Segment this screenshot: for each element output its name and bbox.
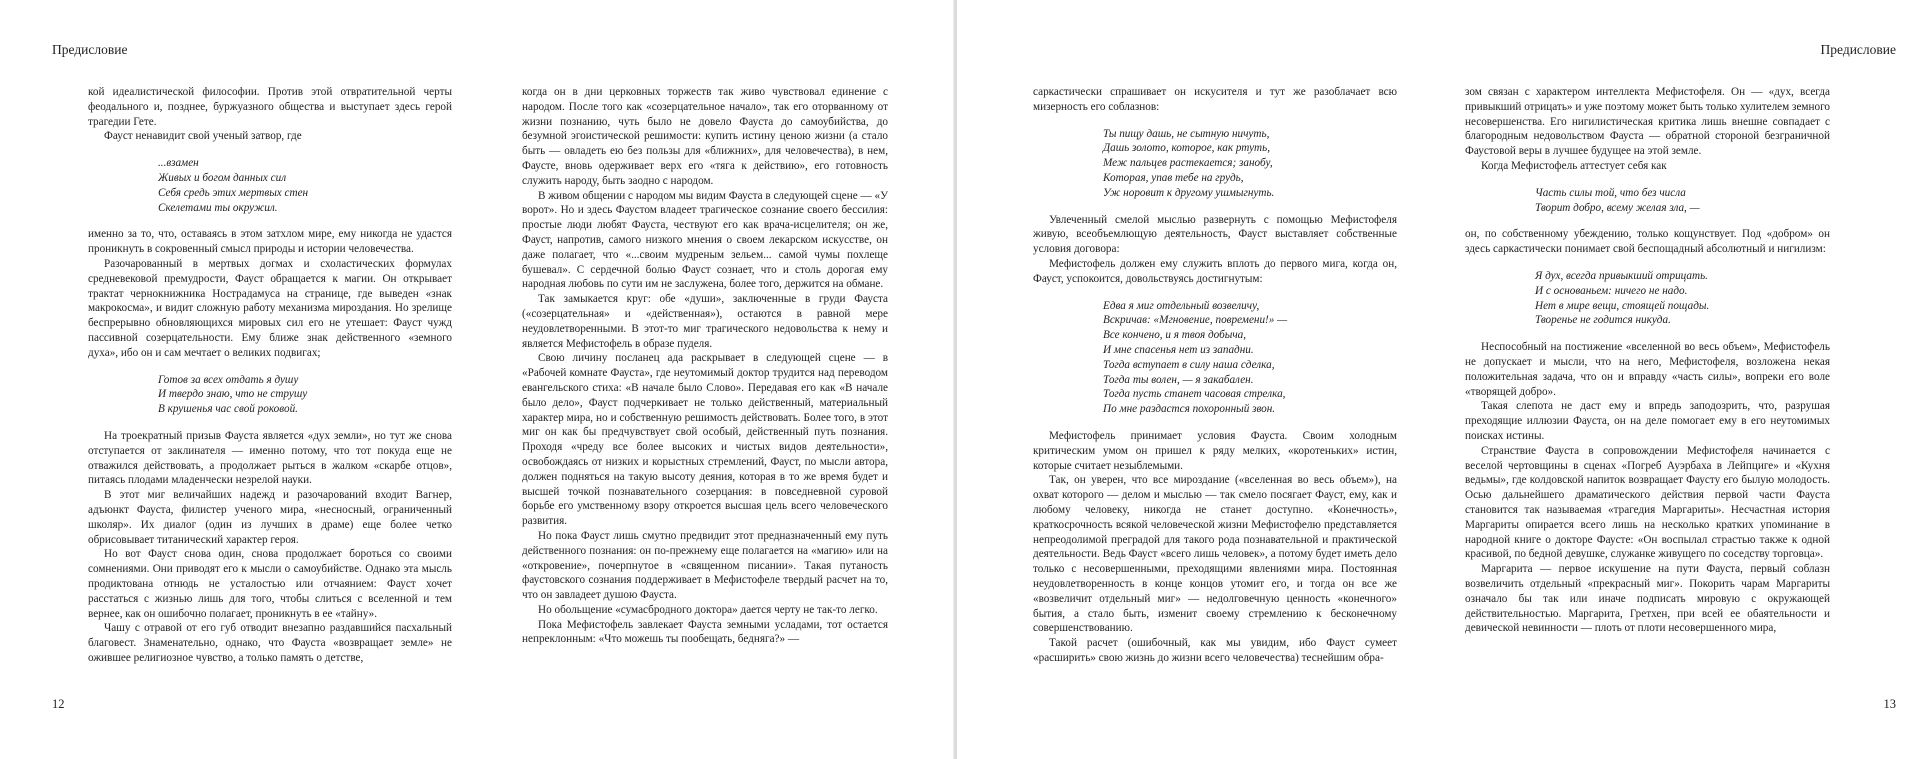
paragraph: Увлеченный смелой мыслью развернуть с помощью Мефистофеля живую, всеобъемлющую деятельность, Фауст выставляет собственные условия договора: — [1033, 213, 1397, 256]
verse-line: И твердо знаю, что не струшу — [158, 388, 308, 401]
paragraph: В этот миг величайших надежд и разочарований входит Вагнер, адъюнкт Фауста, филистер ученого мира, «несносный, ограниченный школяр». Их диалог (один из лучших в драме) еще более четко обрисовывает титанический характер героя. — [88, 489, 452, 546]
paragraph: Странствие Фауста в сопровождении Мефистофеля начинается с веселой чертовщины в сценах «Погреб Ауэрбаха в Лейпциге» и «Кухня ведьмы», где колдовской напиток возвращает Фаусту его былую молодость. Осью дальнейшего драматического действия первой части Фауста становится так называемая «трагедия Маргариты». Несчастная история Маргариты опирается всего лишь на несколько кратких упоминание в народной книге о докторе Фаусте: «Он воспылал страстью также к одной красивой, по бедной девушке, служанке живущего по соседству торговца». — [1465, 444, 1830, 561]
paragraph: Так замыкается круг: обе «души», заключенные в груди Фауста («созерцательная» и «действенная»), остаются в равной мере неудовлетворенными. В этот-то миг трагического недовольства к нему и является Мефистофель в образе пуделя. — [522, 293, 888, 350]
verse-line: Творенье не годится никуда. — [1535, 314, 1671, 327]
verse-line: Живых и богом данных сил — [158, 171, 287, 184]
verse-line: Уж норовит к другому ушмыгнуть. — [1103, 186, 1275, 199]
paragraph: кой идеалистической философии. Против этой отвратительной черты феодального и, позднее, буржуазного общества и выступает здесь герой трагедии Гете. — [88, 86, 452, 128]
verse-line: Себя средь этих мертвых стен — [158, 186, 309, 199]
paragraph: он, по собственному убеждению, только кощунствует. Под «добром» он здесь саркастически понимает свой беспощадный абсолютный и нигилизм: — [1465, 228, 1830, 256]
verse-line: Часть силы той, что без числа — [1535, 186, 1686, 199]
verse-quote — [1535, 186, 1830, 216]
text-column — [1465, 85, 1830, 685]
verse-line: Вскричав: «Мгновение, повремени!» — — [1103, 314, 1288, 327]
running-head: Предисловие — [1820, 42, 1896, 57]
paragraph: Неспособный на постижение «вселенной во весь объем», Мефистофель не допускает и мысли, что на него, Мефистофеля, возложена некая положительная задача, что он и вправду «часть силы», вопреки его воле «творящей добро». — [1465, 341, 1830, 398]
paragraph: Такой расчет (ошибочный, как мы увидим, ибо Фауст сумеет «расширить» свою жизнь до жизни всего человечества) теснейшим обра- — [1033, 637, 1397, 664]
verse-quote — [158, 373, 452, 417]
paragraph: именно за то, что, оставаясь в этом затхлом мире, ему никогда не удастся проникнуть в сокровенный смысл природы и истории человечества. — [88, 228, 452, 256]
running-head: Предисловие — [52, 42, 128, 57]
verse-line: Которая, упав тебе на грудь, — [1103, 171, 1244, 184]
verse-quote — [158, 156, 452, 215]
verse-line: Едва я миг отдельный возвеличу, — [1103, 299, 1260, 312]
verse-line: Тогда ты волен, — я закабален. — [1103, 373, 1254, 386]
verse-line: Творит добро, всему желая зла, — — [1535, 201, 1700, 214]
verse-line: И с основаньем: ничего не надо. — [1535, 284, 1688, 297]
paragraph: Фауст ненавидит свой ученый затвор, где — [104, 130, 302, 143]
paragraph: Такая слепота не даст ему и впредь заподозрить, что, разрушая преходящие иллюзии Фауста, он на деле помогает ему в его неутомимых поисках истины. — [1465, 400, 1830, 442]
text-column — [1033, 85, 1397, 685]
paragraph: Чашу с отравой от его губ отводит внезапно раздавшийся пасхальный благовест. Знаменательно, однако, что Фауста «возвращает земле» не ожившее религиозное чувство, а только память о детстве, — [88, 622, 452, 664]
paragraph: Когда Мефистофель аттестует себя как — [1481, 159, 1667, 172]
paragraph: саркастически спрашивает он искусителя и тут же разоблачает всю мизерность его соблазнов: — [1033, 86, 1397, 113]
verse-line: Меж пальцев растекается; занобу, — [1103, 157, 1273, 170]
paragraph: На троекратный призыв Фауста является «дух земли», но тут же снова отступается от заклинателя — именно потому, что тот покуда еще не отважился действовать, а продолжает рыться в жалком «скарбе отцов», питаясь плодами младенчески незрелой науки. — [88, 429, 452, 487]
paragraph: Разочарованный в мертвых догмах и схоластических формулах средневековой премудрости, Фауст обращается к магии. Он открывает трактат чернокнижника Нострадамуса на странице, где выведен «знак макрокосма», и видит сложную работу механизма мироздания. Но зрелище беспрерывно обновляющихся мировых сил его не утешает: Фауст чужд пассивной созерцательности. Ему ближе знак действенного «земного духа», ибо он и сам мечтает о великих подвигах; — [88, 257, 452, 359]
paragraph: зом связан с характером интеллекта Мефистофеля. Он — «дух, всегда привыкший отрицать» и уже поэтому может быть только хулителем земного несовершенства. Его нигилистическая критика лишь внешне совпадает с благородным недовольством Фауста — обратной стороной безграничной Фаустовой веры в лучшее будущее на этой земле. — [1465, 86, 1830, 158]
verse-quote — [1103, 299, 1397, 417]
verse-line: Дашь золото, которое, как ртуть, — [1103, 142, 1271, 155]
paragraph: Пока Мефистофель завлекает Фауста земными усладами, тот остается непреклонным: «Что можешь ты пообещать, бедняга?» — — [522, 618, 888, 646]
verse-quote — [1103, 127, 1397, 201]
paragraph: Но обольщение «сумасбродного доктора» дается черту не так-то легко. — [538, 603, 878, 616]
page-number: 13 — [1883, 697, 1896, 711]
paragraph: Свою личину посланец ада раскрывает в следующей сцене — в «Рабочей комнате Фауста», где неутомимый доктор трудится над переводом евангельского стиха: «В начале было Слово». Передавая его как «В начале было дело», Фауст подчеркивает не только действенный, материальный характер мира, но и собственную решимость действовать. Более того, в этот миг он как бы предчувствует свой особый, действенный путь познания. Проходя «чреду все более высоких и чистых видов деятельности», освобождаясь от низких и корыстных стремлений, Фауст, по мысли автора, должен подняться на такую высоту деяния, которая в то же время будет и высшей точкой познавательного созерцания: в повседневной суровой борьбе его умственному взору откроется высшая цель всего человеческого развития. — [522, 352, 888, 528]
left-page — [0, 0, 955, 759]
verse-line: Нет в мире вещи, стоящей пощады. — [1535, 299, 1710, 312]
paragraph: когда он в дни церковных торжеств так живо чувствовал единение с народом. После того как «созерцательное начало», так его оторванному от жизни познанию, чуть было не довело Фауста до самоубийства, до безумной эгоистической решимости: купить истину ценою жизни (а стало быть — овладеть ею без пользы для «ближних», для человечества), в нем, Фаусте, вновь одерживает верх его «тяга к действию», его готовность служить народу, быть заодно с народом. — [522, 86, 888, 187]
verse-line: В крушенья час свой роковой. — [158, 403, 298, 416]
verse-line: И мне спасенья нет из западни. — [1103, 343, 1254, 356]
paragraph: Мефистофель принимает условия Фауста. Своим холодным критическим умом он пришел к ряду мелких, «коротеньких» истин, которые считает незыблемыми. — [1033, 429, 1397, 472]
paragraph: Так, он уверен, что все мироздание («вселенная во весь объем»), на охват которого — делом и мыслью — так смело посягает Фауст, ему, как и любому человеку, никогда не станет доступно. «Конечность», краткосрочность всякой человеческой жизни Мефистофелю представляется непреодолимой преградой для такого рода познавательной и практической деятельности. Ведь Фауст «всего лишь человек», а потому будет иметь дело только с несовершенными, преходящими явлениями мира. Постоянная неудовлетворенность в конце концов утомит его, и тогда он все же «возвеличит отдельный миг» — недолговечную ценность «конечного» бытия, а стало быть, изменит своему стремлению к бесконечному совершенствованию. — [1033, 474, 1397, 635]
paragraph: В живом общении с народом мы видим Фауста в следующей сцене — «У ворот». Но и здесь Фаустом владеет трагическое сознание своего бессилия: простые люди любят Фауста, чествуют его как врача-исцелителя; он же, Фауст, напротив, самого низкого мнения о своем лекарском искусстве, он даже полагает, что «...своим мудреным зельем... самой чумы похлеще бушевал». С сердечной болью Фауст сознает, что и столь дорогая ему народная любовь по сути им не заслужена, более того, держится на обмане. — [522, 189, 888, 291]
verse-line: По мне раздастся похоронный звон. — [1103, 403, 1276, 416]
paragraph: Маргарита — первое искушение на пути Фауста, первый соблазн возвеличить отдельный «прекрасный миг». Покорить чарам Маргариты означало бы так или иначе подписать мировую с окружающей действительностью. Маргарита, Гретхен, при всей ее обаятельности и девической невинности — плоть от плоти несовершенного мира, — [1465, 563, 1830, 635]
paragraph: Но вот Фауст снова один, снова продолжает бороться со своими сомнениями. Они приводят его к мысли о самоубийстве. Однако эта мысль продиктована отнюдь не усталостью или отчаянием: Фауст хочет расстаться с жизнью лишь для того, чтобы слиться с вселенной и тем вернее, как он ошибочно полагает, проникнуть в ее «тайну». — [88, 548, 452, 620]
verse-line: Я дух, всегда привыкший отрицать. — [1535, 269, 1708, 282]
text-column — [522, 85, 888, 685]
verse-line: ...взамен — [158, 157, 199, 170]
verse-line: Скелетами ты окружил. — [158, 201, 278, 214]
verse-line: Тогда вступает в силу наша сделка, — [1103, 358, 1275, 371]
text-column — [88, 85, 452, 685]
paragraph: Но пока Фауст лишь смутно предвидит этот предназначенный ему путь действенного познания: он по-прежнему еще полагается на «магию» или на «откровение», почерпнутое в «священном писании». Такая путаность фаустовского сознания поддерживает в Мефистофеле твердый расчет на то, что он завладеет душою Фауста. — [522, 529, 888, 602]
verse-quote — [1535, 269, 1830, 328]
verse-line: Все кончено, и я твоя добыча, — [1103, 329, 1247, 342]
paragraph: Мефистофель должен ему служить вплоть до первого мига, когда он, Фауст, успокоится, довольствуясь достигнутым: — [1033, 257, 1397, 285]
verse-line: Готов за всех отдать я душу — [158, 373, 299, 386]
right-page — [957, 0, 1912, 759]
verse-line: Ты пищу дашь, не сытную ничуть, — [1103, 127, 1270, 140]
page-number: 12 — [52, 697, 65, 711]
verse-line: Тогда пусть станет часовая стрелка, — [1103, 388, 1286, 401]
